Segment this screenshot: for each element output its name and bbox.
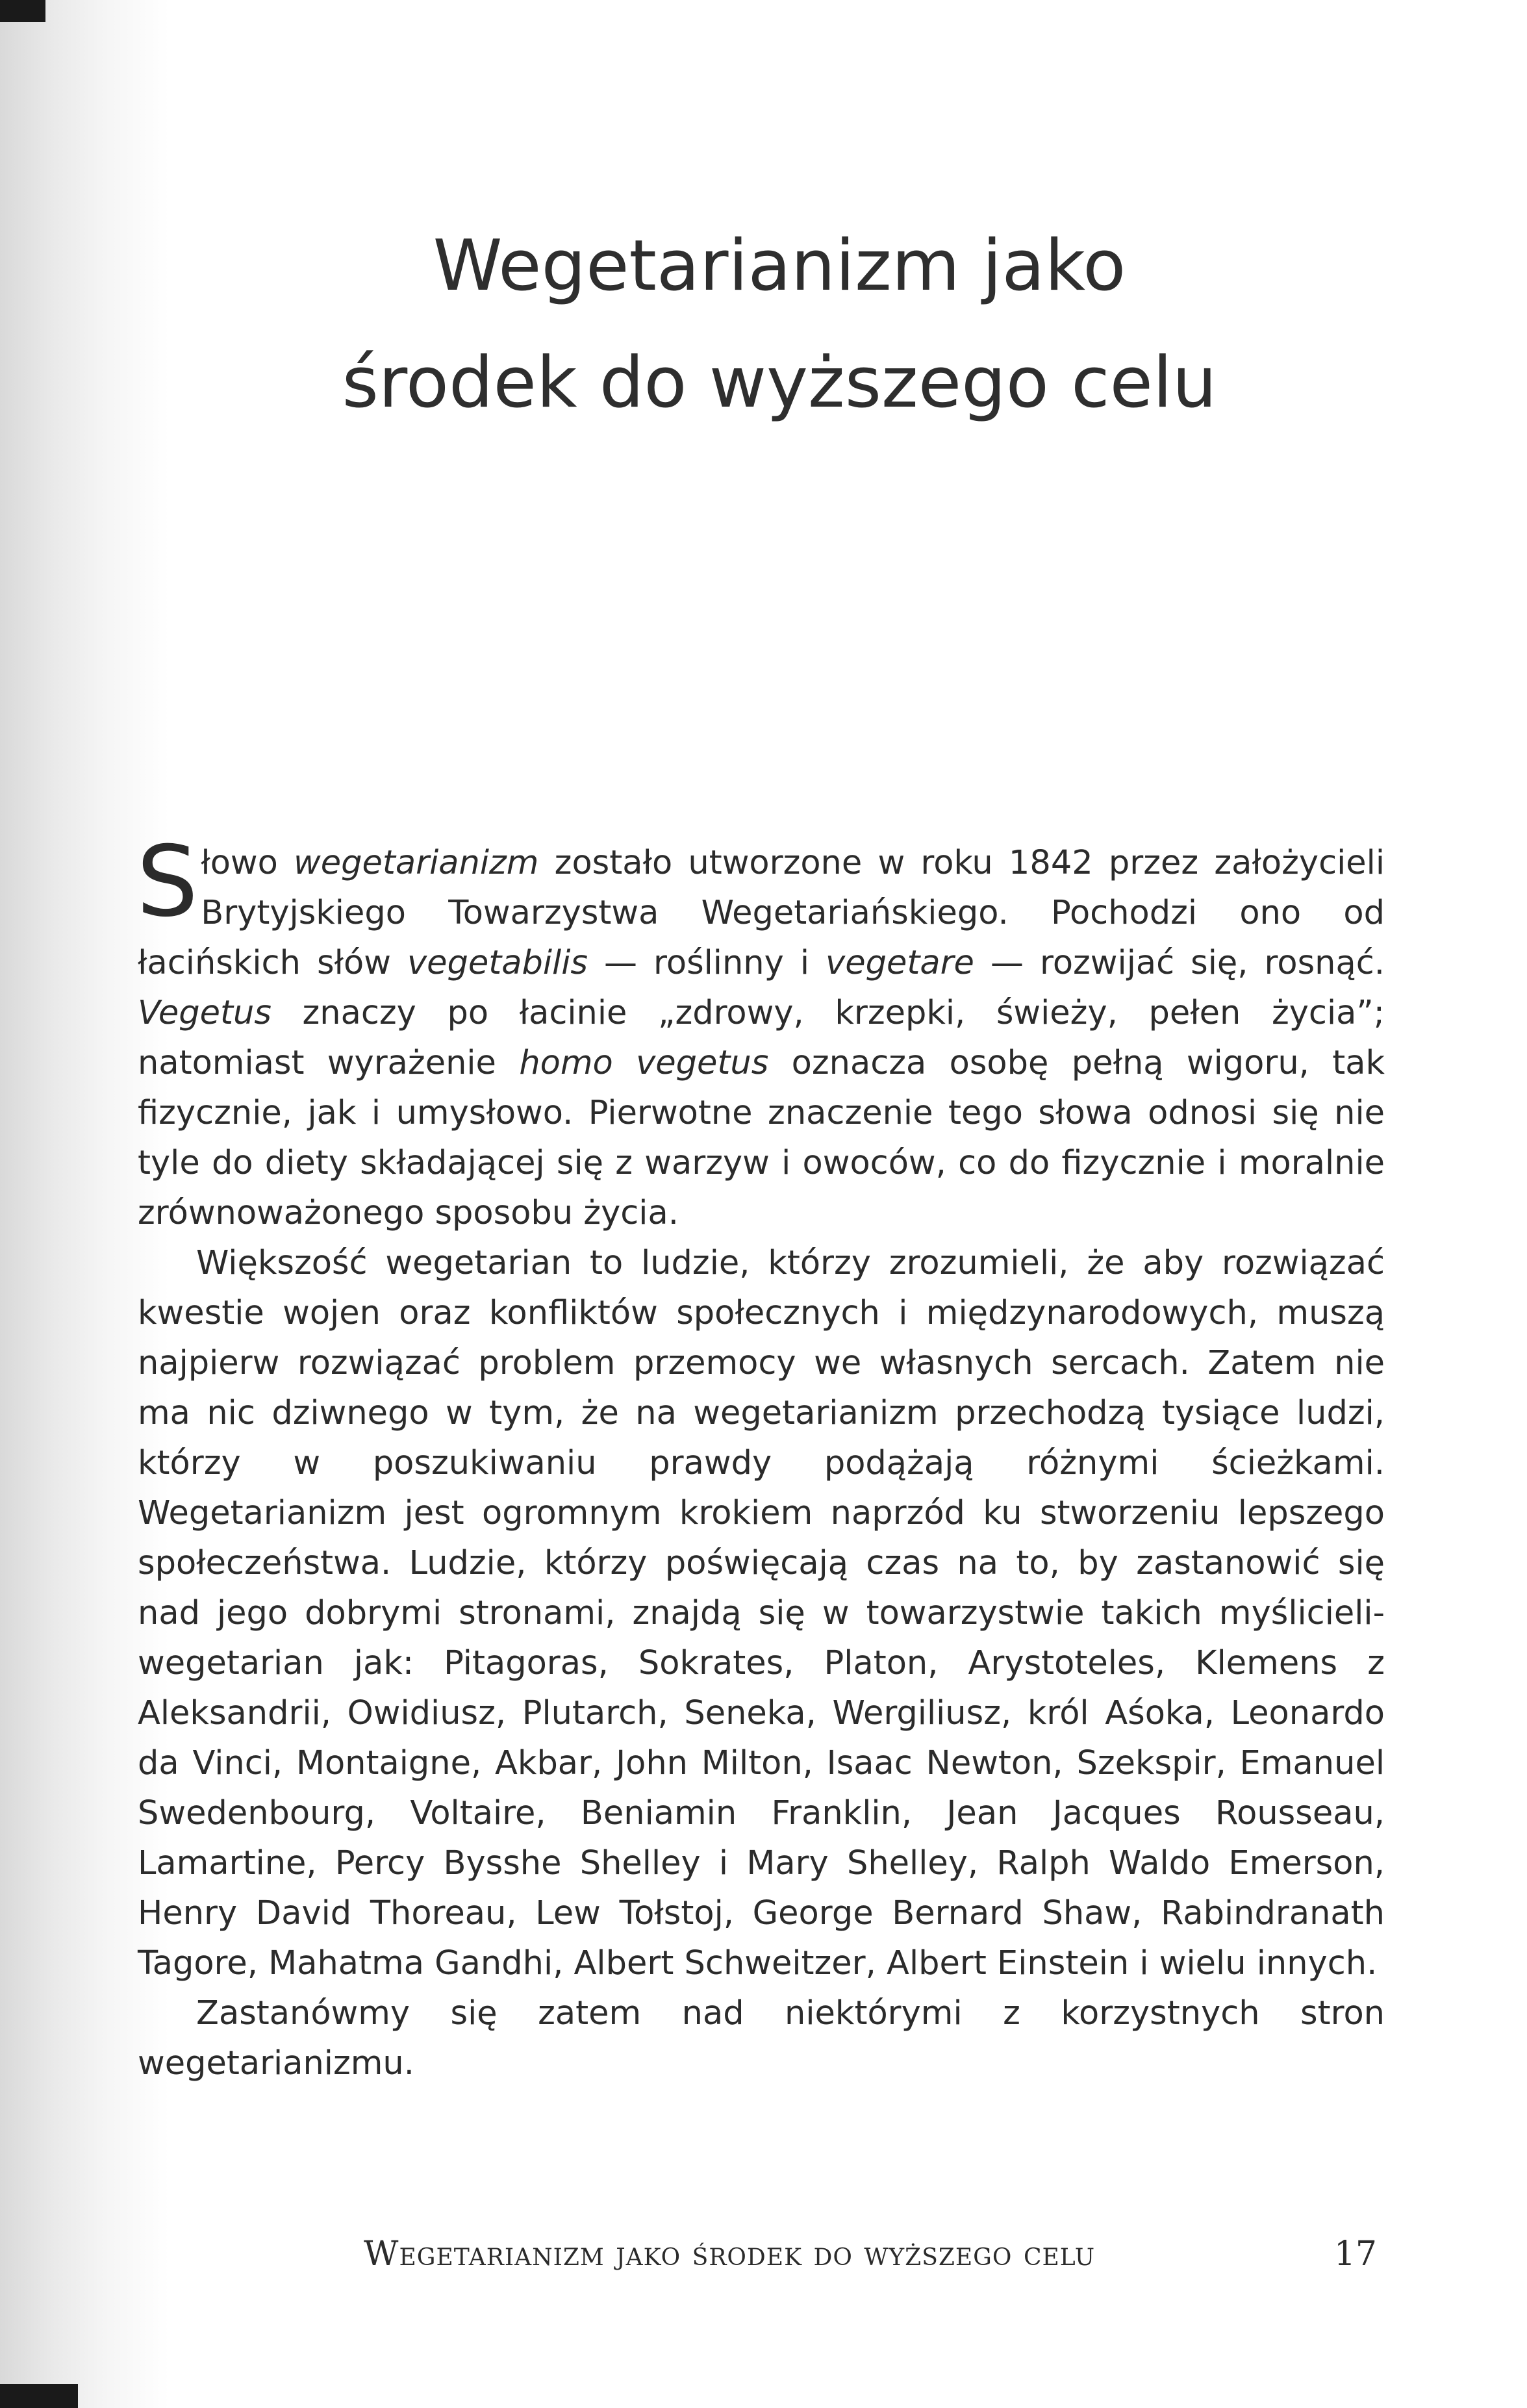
chapter-title bbox=[195, 208, 1364, 442]
term-vegetus: Vegetus bbox=[138, 994, 271, 1032]
chapter-title-line-1: Wegetarianizm jako bbox=[433, 225, 1126, 307]
paragraph-1-text: znaczy po łacinie „zdrowy, krzepki, świeży, pełen życia”; natomiast wyrażenie bbox=[138, 994, 1385, 1082]
term-vegetare: vegetare bbox=[826, 944, 974, 982]
body-text bbox=[136, 826, 1385, 2088]
paragraph-2: Większość wegetarian to ludzie, którzy zrozumieli, że aby rozwiązać kwestie wojen oraz konfliktów społecznych i międzynarodowych, muszą najpierw rozwiązać problem przemocy we własnych sercach. Zatem nie ma nic dziwnego w tym, że na wegetarianizm przechodzą tysiące ludzi, którzy w poszukiwaniu prawdy podążają różnymi ścieżkami. Wegetarianizm jest ogromnym krokiem naprzód ku stworzeniu lepszego społeczeństwa. Ludzie, którzy poświęcają czas na to, by zastanowić się nad jego dobrymi stronami, znajdą się w towarzystwie takich myślicieli-wegetarian jak: Pitagoras, Sokrates, Platon, Arystoteles, Klemens z Aleksandrii, Owidiusz, Plutarch, Seneka, Wergiliusz, król Aśoka, Leonardo da Vinci, Montaigne, Akbar, John Milton, Isaac Newton, Szekspir, Emanuel Swedenbourg, Voltaire, Beniamin Franklin, Jean Jacques Rousseau, Lamartine, Percy Bysshe Shelley i Mary Shelley, Ralph Waldo Emerson, Henry David Thoreau, Lew Tołstoj, George Bernard Shaw, Rabindranath Tagore, Mahatma Gandhi, Albert Schweitzer, Albert Einstein i wielu innych. bbox=[138, 1244, 1385, 1983]
paragraph-1-text: łowo bbox=[201, 844, 294, 882]
paragraph-1-text: — roślinny i bbox=[587, 944, 826, 982]
term-wegetarianizm: wegetarianizm bbox=[294, 844, 539, 882]
term-homo-vegetus: homo vegetus bbox=[519, 1044, 769, 1082]
page-footer bbox=[364, 2235, 1377, 2274]
term-vegetabilis: vegetabilis bbox=[407, 944, 588, 982]
chapter-title-line-2: środek do wyższego celu bbox=[342, 342, 1217, 424]
paragraph-1-text: zostało utworzone w roku 1842 przez założycieli Brytyjskiego Towarzystwa Wegetariańskiego. Pochodzi ono od łacińskich słów bbox=[138, 844, 1385, 982]
page-number: 17 bbox=[1333, 2235, 1377, 2274]
drop-cap: S bbox=[136, 826, 199, 939]
running-head: Wegetarianizm jako środek do wyższego celu bbox=[364, 2235, 1096, 2274]
paragraph-1-text: — rozwijać się, rosnąć. bbox=[974, 944, 1385, 982]
paragraph-3: Zastanówmy się zatem nad niektórymi z korzystnych stron wegetarianizmu. bbox=[138, 1994, 1385, 2083]
scan-edge-mark-bottom bbox=[0, 2384, 78, 2408]
scan-edge-mark-top bbox=[0, 0, 45, 22]
paragraph-1-text: oznacza osobę pełną wigoru, tak fizycznie, jak i umysłowo. Pierwotne znaczenie tego słowa odnosi się nie tyle do diety składającej się z warzyw i owoców, co do fizycznie i moralnie zrównoważonego sposobu życia. bbox=[138, 1044, 1385, 1232]
paragraph-1 bbox=[136, 826, 1385, 1238]
